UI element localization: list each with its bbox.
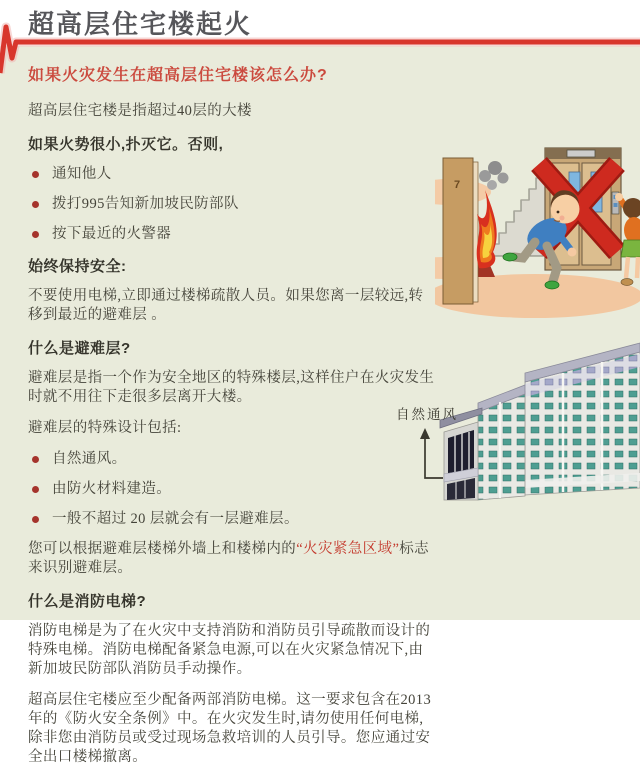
hallway-fire-illustration: [435, 130, 640, 325]
floor-indicator: [567, 150, 595, 157]
page-title: 超高层住宅楼起火: [28, 9, 253, 39]
refuge-floor-building-illustration: [430, 340, 640, 505]
boy-shoe: [545, 281, 559, 289]
boy-hand: [568, 248, 577, 257]
bullet-dot-icon: [32, 201, 39, 208]
list-item: [28, 195, 436, 213]
list-item: [28, 510, 436, 528]
list-item: [28, 450, 436, 468]
list-item-label: 按下最近的火警器: [52, 226, 172, 242]
safety-paragraph: 不要使用电梯,立即通过楼梯疏散人员。如果您离一层较远,转移到最近的避难层 。: [28, 288, 424, 323]
safety-heading: 始终保持安全:: [28, 258, 127, 275]
bullet-dot-icon: [32, 456, 39, 463]
fire-lift-heading: 什么是消防电梯?: [28, 593, 147, 610]
boy-shoe: [503, 253, 517, 261]
list-item-label: 拨打995告知新加坡民防部队: [52, 196, 239, 212]
flame-icon: [477, 190, 497, 268]
refuge-heading: 什么是避难层?: [28, 340, 131, 357]
bullet-dot-icon: [32, 231, 39, 238]
list-item-label: 自然通风。: [52, 451, 127, 467]
girl-skirt: [621, 240, 640, 257]
girl-legs: [626, 257, 638, 278]
bullet-dot-icon: [32, 486, 39, 493]
door-edge: [473, 162, 478, 302]
list-item-label: 由防火材料建造。: [52, 481, 172, 497]
section-question-heading: 如果火灾发生在超高层住宅楼该怎么办?: [28, 67, 328, 84]
refuge-design-lead: 避难层的特殊设计包括:: [28, 420, 182, 436]
list-item: [28, 165, 436, 183]
list-item: [28, 480, 436, 498]
list-item-label: 通知他人: [52, 166, 112, 182]
building-annex-block: [478, 385, 525, 500]
leaflet-body: [0, 46, 640, 765]
door-number-label: 7: [454, 179, 461, 191]
intro-paragraph: 超高层住宅楼是指超过40层的大楼: [28, 103, 252, 119]
building-main-block: [525, 343, 640, 495]
list-item: [28, 225, 436, 243]
text-column: [28, 56, 436, 779]
fire-lift-paragraph-2: 超高层住宅楼应至少配备两部消防电梯。这一要求包含在2013年的《防火安全条例》中。在火灾发生时,请勿使用任何电梯,除非您由消防员或受过现场急救培训的人员引导。您应通过安全出口楼梯撤离。: [28, 692, 432, 765]
small-fire-bullet-list: [28, 165, 436, 243]
fire-emergency-zone-highlight: “火灾紧急区域”: [296, 541, 400, 557]
list-item-label: 一般不超过 20 层就会有一层避难层。: [52, 511, 299, 527]
small-fire-lead: 如果火势很小,扑灭它。否则,: [28, 136, 224, 153]
bullet-dot-icon: [32, 171, 39, 178]
bullet-dot-icon: [32, 516, 39, 523]
ventilation-label: 自然通风: [396, 407, 458, 422]
up-arrow-icon: [413, 426, 445, 486]
identify-text-before: 您可以根据避难层楼梯外墙上和楼梯内的: [28, 541, 297, 557]
girl-shoe: [621, 279, 633, 286]
girl-torso: [624, 217, 640, 243]
fire-lift-paragraph-1: 消防电梯是为了在火灾中支持消防和消防员引导疏散而设计的特殊电梯。消防电梯配备紧急电源,可以在火灾紧急情况下,由新加坡民防部队消防员手动操作。: [28, 623, 431, 677]
refuge-design-bullet-list: [28, 450, 436, 528]
refuge-paragraph: 避难层是指一个作为安全地区的特殊楼层,这样住户在火灾发生时就不用往下走很多层离开大楼。: [28, 370, 435, 405]
girl-hand: [615, 193, 623, 201]
identify-paragraph: [28, 540, 436, 578]
girl-head: [623, 198, 640, 218]
identify-text-after: 标志来识别避难层。: [28, 541, 430, 576]
